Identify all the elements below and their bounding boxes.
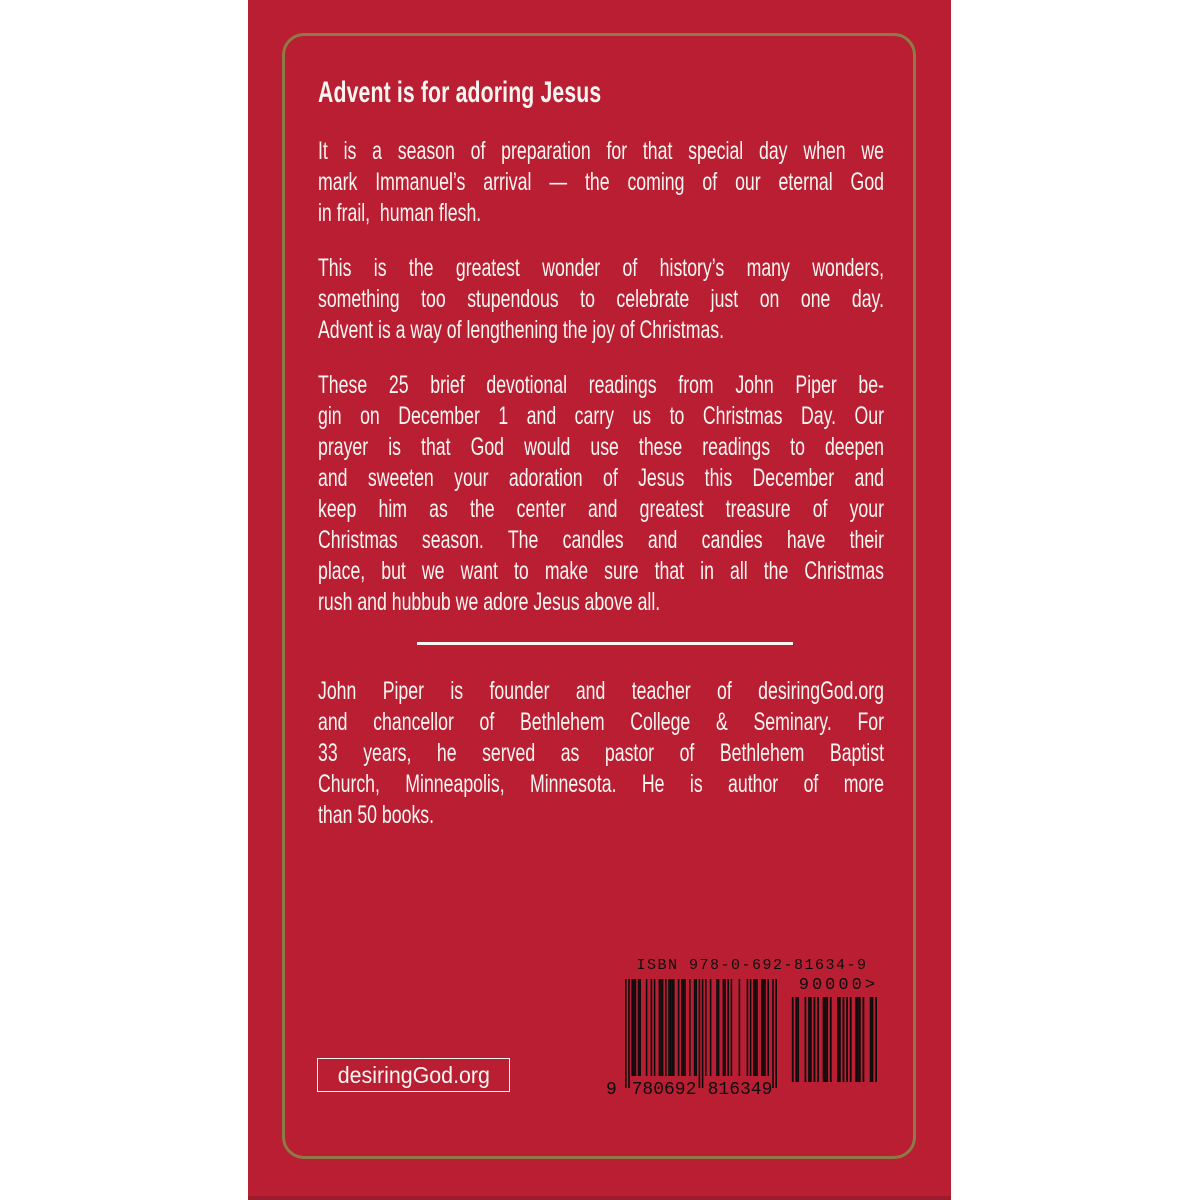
- text-line: Church, Minneapolis, Minnesota. He is author of more: [318, 770, 884, 798]
- ean13-barcode: [625, 979, 777, 1088]
- barcode-price-code: 90000>: [798, 976, 878, 995]
- isbn-label: ISBN 978-0-692-81634-9: [636, 957, 868, 974]
- publisher-website: desiringGod.org: [337, 1061, 490, 1088]
- author-bio: [318, 676, 884, 831]
- text-line: than 50 books.: [318, 801, 435, 829]
- barcode-digits-right: 816349: [707, 1080, 773, 1100]
- text-line: and sweeten your adoration of Jesus this December and: [318, 464, 884, 492]
- barcode-digits-left: 780692: [631, 1080, 697, 1100]
- ean5-addon-barcode: [790, 997, 877, 1082]
- cover-bottom-edge: [248, 1196, 951, 1200]
- paragraph-readings: [318, 370, 884, 618]
- text-line: These 25 brief devotional readings from John Piper be-: [318, 371, 884, 399]
- paragraph-bio: [318, 676, 884, 831]
- text-line: and chancellor of Bethlehem College & Seminary. For: [318, 708, 884, 736]
- text-line: mark Immanuel’s arrival — the coming of our eternal God: [318, 168, 884, 196]
- barcode-digit-lead: 9: [606, 1080, 617, 1100]
- text-line: keep him as the center and greatest treasure of your: [318, 495, 884, 523]
- publisher-website-box: [317, 1058, 510, 1092]
- text-line: 33 years, he served as pastor of Bethlehem Baptist: [318, 739, 884, 767]
- text-line: John Piper is founder and teacher of desiringGod.org: [318, 677, 884, 705]
- book-back-cover: [248, 0, 951, 1200]
- text-line: Christmas season. The candles and candies have their: [318, 526, 884, 554]
- text-line: prayer is that God would use these readings to deepen: [318, 433, 884, 461]
- text-line: in frail, human flesh.: [318, 199, 482, 227]
- text-line: place, but we want to make sure that in all the Christmas: [318, 557, 884, 585]
- section-divider-rule: [417, 642, 793, 645]
- text-line: Advent is a way of lengthening the joy of Christmas.: [318, 316, 725, 344]
- text-line: This is the greatest wonder of history’s many wonders,: [318, 254, 884, 282]
- text-line: rush and hubbub we adore Jesus above all.: [318, 588, 661, 616]
- paragraph-wonder: [318, 253, 884, 346]
- text-line: something too stupendous to celebrate just on one day.: [318, 285, 884, 313]
- text-line: gin on December 1 and carry us to Christmas Day. Our: [318, 402, 884, 430]
- paragraph-season: [318, 136, 884, 229]
- cover-heading: Advent is for adoring Jesus: [318, 76, 602, 109]
- back-cover-copy: [318, 75, 884, 618]
- text-line: It is a season of preparation for that special day when we: [318, 137, 884, 165]
